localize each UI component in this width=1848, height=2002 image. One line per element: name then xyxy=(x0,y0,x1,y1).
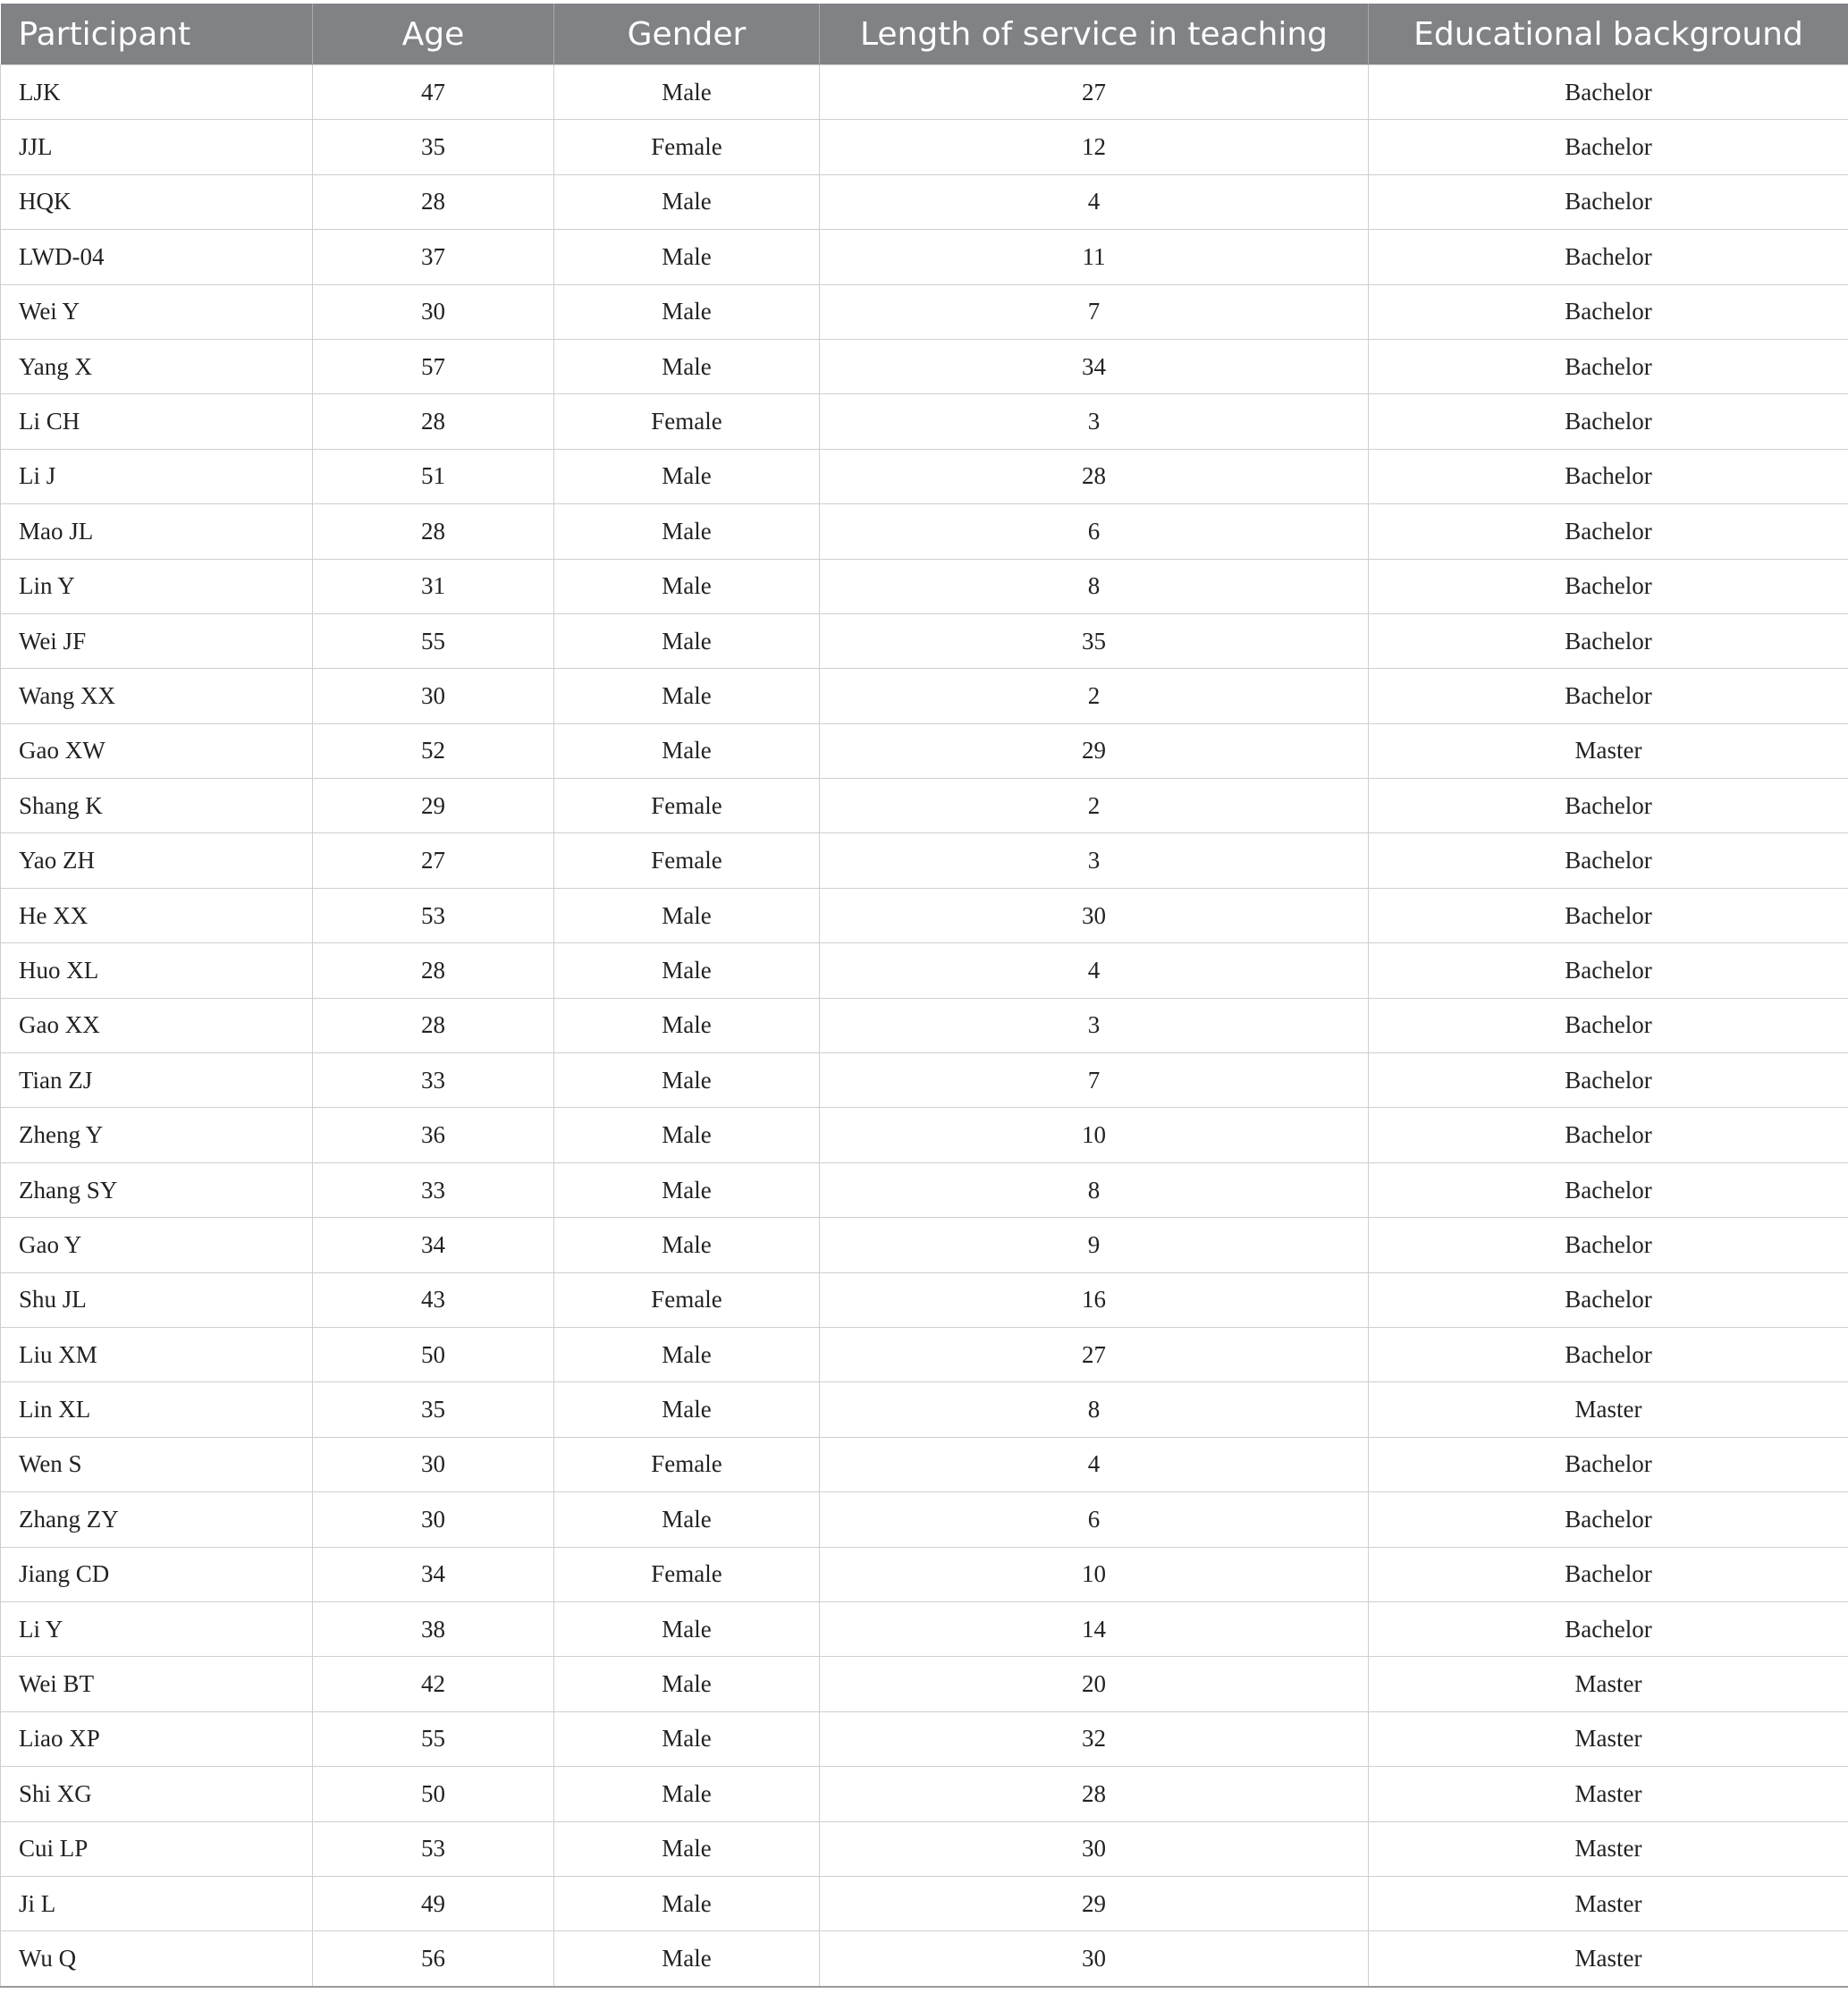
cell-participant: JJL xyxy=(1,120,313,174)
cell-gender: Male xyxy=(554,723,820,778)
cell-length-of-service: 4 xyxy=(820,943,1369,998)
cell-gender: Male xyxy=(554,1218,820,1272)
cell-educational-background: Bachelor xyxy=(1369,613,1848,668)
cell-gender: Male xyxy=(554,1162,820,1217)
cell-length-of-service: 27 xyxy=(820,1327,1369,1381)
cell-length-of-service: 10 xyxy=(820,1547,1369,1601)
cell-age: 50 xyxy=(313,1327,554,1381)
table-row xyxy=(1,504,1848,559)
cell-length-of-service: 30 xyxy=(820,1821,1369,1876)
cell-length-of-service: 28 xyxy=(820,1767,1369,1821)
cell-gender: Male xyxy=(554,1876,820,1930)
cell-gender: Female xyxy=(554,394,820,449)
header-row xyxy=(1,4,1848,65)
cell-participant: Huo XL xyxy=(1,943,313,998)
cell-length-of-service: 8 xyxy=(820,559,1369,613)
cell-educational-background: Bachelor xyxy=(1369,339,1848,393)
cell-participant: Jiang CD xyxy=(1,1547,313,1601)
cell-participant: Zhang SY xyxy=(1,1162,313,1217)
participant-table xyxy=(0,4,1848,1988)
cell-educational-background: Master xyxy=(1369,1876,1848,1930)
table-row xyxy=(1,1657,1848,1711)
cell-length-of-service: 11 xyxy=(820,230,1369,284)
table-row xyxy=(1,449,1848,503)
cell-participant: Liao XP xyxy=(1,1711,313,1766)
cell-age: 50 xyxy=(313,1767,554,1821)
cell-educational-background: Bachelor xyxy=(1369,998,1848,1052)
cell-educational-background: Bachelor xyxy=(1369,449,1848,503)
table-row xyxy=(1,998,1848,1052)
cell-gender: Male xyxy=(554,1601,820,1656)
cell-age: 34 xyxy=(313,1547,554,1601)
cell-age: 53 xyxy=(313,1821,554,1876)
cell-educational-background: Master xyxy=(1369,1657,1848,1711)
cell-educational-background: Master xyxy=(1369,1767,1848,1821)
cell-length-of-service: 3 xyxy=(820,833,1369,888)
cell-gender: Male xyxy=(554,1382,820,1437)
cell-educational-background: Bachelor xyxy=(1369,120,1848,174)
cell-educational-background: Bachelor xyxy=(1369,284,1848,339)
cell-age: 28 xyxy=(313,174,554,229)
cell-age: 53 xyxy=(313,888,554,942)
cell-participant: Zheng Y xyxy=(1,1108,313,1162)
cell-participant: Shi XG xyxy=(1,1767,313,1821)
table-row xyxy=(1,833,1848,888)
cell-participant: Li Y xyxy=(1,1601,313,1656)
table-row xyxy=(1,888,1848,942)
cell-educational-background: Bachelor xyxy=(1369,1053,1848,1108)
cell-length-of-service: 6 xyxy=(820,1492,1369,1547)
table-row xyxy=(1,1108,1848,1162)
cell-gender: Female xyxy=(554,120,820,174)
cell-age: 28 xyxy=(313,943,554,998)
cell-educational-background: Bachelor xyxy=(1369,559,1848,613)
cell-participant: Lin Y xyxy=(1,559,313,613)
cell-gender: Male xyxy=(554,1821,820,1876)
table-row xyxy=(1,230,1848,284)
cell-length-of-service: 16 xyxy=(820,1272,1369,1327)
cell-age: 49 xyxy=(313,1876,554,1930)
table-row xyxy=(1,1053,1848,1108)
cell-length-of-service: 4 xyxy=(820,174,1369,229)
cell-gender: Male xyxy=(554,1931,820,1987)
cell-participant: Wu Q xyxy=(1,1931,313,1987)
cell-participant: Wei Y xyxy=(1,284,313,339)
cell-gender: Male xyxy=(554,504,820,559)
cell-participant: Gao XW xyxy=(1,723,313,778)
cell-participant: Li CH xyxy=(1,394,313,449)
cell-educational-background: Bachelor xyxy=(1369,943,1848,998)
cell-participant: Li J xyxy=(1,449,313,503)
cell-age: 33 xyxy=(313,1053,554,1108)
table-row xyxy=(1,1821,1848,1876)
cell-participant: He XX xyxy=(1,888,313,942)
cell-educational-background: Bachelor xyxy=(1369,394,1848,449)
cell-educational-background: Master xyxy=(1369,1382,1848,1437)
cell-gender: Male xyxy=(554,339,820,393)
cell-participant: Gao Y xyxy=(1,1218,313,1272)
cell-gender: Female xyxy=(554,779,820,833)
table-row xyxy=(1,1272,1848,1327)
cell-educational-background: Bachelor xyxy=(1369,1437,1848,1491)
cell-age: 36 xyxy=(313,1108,554,1162)
table-row xyxy=(1,1601,1848,1656)
cell-gender: Male xyxy=(554,669,820,723)
cell-age: 29 xyxy=(313,779,554,833)
cell-educational-background: Master xyxy=(1369,1821,1848,1876)
header-educational-background: Educational background xyxy=(1369,4,1848,65)
cell-participant: Cui LP xyxy=(1,1821,313,1876)
table-row xyxy=(1,1218,1848,1272)
cell-educational-background: Bachelor xyxy=(1369,1601,1848,1656)
cell-participant: Zhang ZY xyxy=(1,1492,313,1547)
cell-educational-background: Bachelor xyxy=(1369,230,1848,284)
cell-participant: LJK xyxy=(1,65,313,120)
cell-gender: Male xyxy=(554,1711,820,1766)
cell-length-of-service: 8 xyxy=(820,1382,1369,1437)
cell-gender: Female xyxy=(554,1547,820,1601)
cell-length-of-service: 6 xyxy=(820,504,1369,559)
header-participant: Participant xyxy=(1,4,313,65)
cell-participant: Lin XL xyxy=(1,1382,313,1437)
cell-length-of-service: 12 xyxy=(820,120,1369,174)
cell-length-of-service: 34 xyxy=(820,339,1369,393)
cell-gender: Male xyxy=(554,449,820,503)
cell-gender: Male xyxy=(554,613,820,668)
table-row xyxy=(1,613,1848,668)
table-row xyxy=(1,943,1848,998)
cell-participant: HQK xyxy=(1,174,313,229)
cell-gender: Male xyxy=(554,998,820,1052)
cell-age: 28 xyxy=(313,394,554,449)
cell-length-of-service: 27 xyxy=(820,65,1369,120)
table-row xyxy=(1,284,1848,339)
cell-educational-background: Bachelor xyxy=(1369,1272,1848,1327)
cell-participant: Mao JL xyxy=(1,504,313,559)
cell-age: 28 xyxy=(313,998,554,1052)
cell-participant: Wang XX xyxy=(1,669,313,723)
table-row xyxy=(1,1767,1848,1821)
header-gender: Gender xyxy=(554,4,820,65)
cell-gender: Male xyxy=(554,1767,820,1821)
participant-table-container xyxy=(0,4,1848,1988)
cell-age: 35 xyxy=(313,120,554,174)
cell-age: 30 xyxy=(313,284,554,339)
cell-gender: Male xyxy=(554,1492,820,1547)
cell-age: 55 xyxy=(313,613,554,668)
cell-age: 38 xyxy=(313,1601,554,1656)
table-row xyxy=(1,1162,1848,1217)
cell-age: 51 xyxy=(313,449,554,503)
table-row xyxy=(1,1382,1848,1437)
cell-gender: Female xyxy=(554,1437,820,1491)
cell-gender: Female xyxy=(554,833,820,888)
cell-age: 52 xyxy=(313,723,554,778)
cell-participant: Wei JF xyxy=(1,613,313,668)
cell-age: 55 xyxy=(313,1711,554,1766)
cell-gender: Male xyxy=(554,888,820,942)
cell-length-of-service: 29 xyxy=(820,723,1369,778)
cell-gender: Male xyxy=(554,943,820,998)
cell-age: 37 xyxy=(313,230,554,284)
cell-gender: Male xyxy=(554,65,820,120)
table-row xyxy=(1,339,1848,393)
cell-educational-background: Bachelor xyxy=(1369,1547,1848,1601)
cell-participant: Shu JL xyxy=(1,1272,313,1327)
cell-educational-background: Bachelor xyxy=(1369,833,1848,888)
table-row xyxy=(1,723,1848,778)
cell-participant: Liu XM xyxy=(1,1327,313,1381)
cell-age: 30 xyxy=(313,1492,554,1547)
cell-age: 30 xyxy=(313,1437,554,1491)
cell-educational-background: Master xyxy=(1369,1711,1848,1766)
cell-educational-background: Bachelor xyxy=(1369,65,1848,120)
table-row xyxy=(1,1931,1848,1987)
cell-age: 31 xyxy=(313,559,554,613)
header-age: Age xyxy=(313,4,554,65)
cell-participant: Wen S xyxy=(1,1437,313,1491)
cell-length-of-service: 30 xyxy=(820,888,1369,942)
cell-length-of-service: 9 xyxy=(820,1218,1369,1272)
cell-age: 56 xyxy=(313,1931,554,1987)
cell-participant: Yang X xyxy=(1,339,313,393)
cell-educational-background: Bachelor xyxy=(1369,504,1848,559)
cell-length-of-service: 30 xyxy=(820,1931,1369,1987)
cell-participant: Ji L xyxy=(1,1876,313,1930)
table-row xyxy=(1,1876,1848,1930)
cell-age: 28 xyxy=(313,504,554,559)
table-row xyxy=(1,394,1848,449)
table-row xyxy=(1,1492,1848,1547)
cell-gender: Male xyxy=(554,284,820,339)
table-header xyxy=(1,4,1848,65)
table-row xyxy=(1,559,1848,613)
cell-educational-background: Bachelor xyxy=(1369,1108,1848,1162)
cell-age: 35 xyxy=(313,1382,554,1437)
table-body xyxy=(1,65,1848,1987)
cell-length-of-service: 2 xyxy=(820,779,1369,833)
cell-gender: Male xyxy=(554,230,820,284)
cell-age: 47 xyxy=(313,65,554,120)
cell-educational-background: Bachelor xyxy=(1369,1492,1848,1547)
cell-age: 30 xyxy=(313,669,554,723)
cell-educational-background: Bachelor xyxy=(1369,888,1848,942)
table-row xyxy=(1,1327,1848,1381)
header-length-of-service: Length of service in teaching xyxy=(820,4,1369,65)
cell-educational-background: Bachelor xyxy=(1369,669,1848,723)
cell-educational-background: Master xyxy=(1369,1931,1848,1987)
cell-participant: Wei BT xyxy=(1,1657,313,1711)
cell-educational-background: Master xyxy=(1369,723,1848,778)
cell-length-of-service: 10 xyxy=(820,1108,1369,1162)
cell-length-of-service: 3 xyxy=(820,998,1369,1052)
table-row xyxy=(1,174,1848,229)
table-row xyxy=(1,1711,1848,1766)
table-row xyxy=(1,1547,1848,1601)
cell-gender: Male xyxy=(554,559,820,613)
cell-gender: Female xyxy=(554,1272,820,1327)
cell-educational-background: Bachelor xyxy=(1369,174,1848,229)
cell-educational-background: Bachelor xyxy=(1369,1327,1848,1381)
cell-length-of-service: 7 xyxy=(820,284,1369,339)
cell-gender: Male xyxy=(554,1108,820,1162)
cell-age: 57 xyxy=(313,339,554,393)
cell-length-of-service: 3 xyxy=(820,394,1369,449)
cell-age: 34 xyxy=(313,1218,554,1272)
cell-length-of-service: 28 xyxy=(820,449,1369,503)
table-row xyxy=(1,1437,1848,1491)
cell-length-of-service: 2 xyxy=(820,669,1369,723)
cell-gender: Male xyxy=(554,1657,820,1711)
cell-educational-background: Bachelor xyxy=(1369,1162,1848,1217)
cell-age: 43 xyxy=(313,1272,554,1327)
cell-length-of-service: 35 xyxy=(820,613,1369,668)
cell-gender: Male xyxy=(554,1327,820,1381)
table-row xyxy=(1,779,1848,833)
cell-educational-background: Bachelor xyxy=(1369,1218,1848,1272)
cell-length-of-service: 14 xyxy=(820,1601,1369,1656)
cell-educational-background: Bachelor xyxy=(1369,779,1848,833)
cell-length-of-service: 8 xyxy=(820,1162,1369,1217)
cell-age: 27 xyxy=(313,833,554,888)
cell-gender: Male xyxy=(554,174,820,229)
cell-age: 33 xyxy=(313,1162,554,1217)
table-row xyxy=(1,120,1848,174)
table-row xyxy=(1,669,1848,723)
cell-length-of-service: 7 xyxy=(820,1053,1369,1108)
cell-gender: Male xyxy=(554,1053,820,1108)
cell-length-of-service: 32 xyxy=(820,1711,1369,1766)
cell-participant: Yao ZH xyxy=(1,833,313,888)
cell-length-of-service: 20 xyxy=(820,1657,1369,1711)
table-row xyxy=(1,65,1848,120)
cell-participant: Gao XX xyxy=(1,998,313,1052)
cell-participant: Tian ZJ xyxy=(1,1053,313,1108)
cell-age: 42 xyxy=(313,1657,554,1711)
cell-length-of-service: 4 xyxy=(820,1437,1369,1491)
cell-participant: Shang K xyxy=(1,779,313,833)
cell-length-of-service: 29 xyxy=(820,1876,1369,1930)
cell-participant: LWD-04 xyxy=(1,230,313,284)
